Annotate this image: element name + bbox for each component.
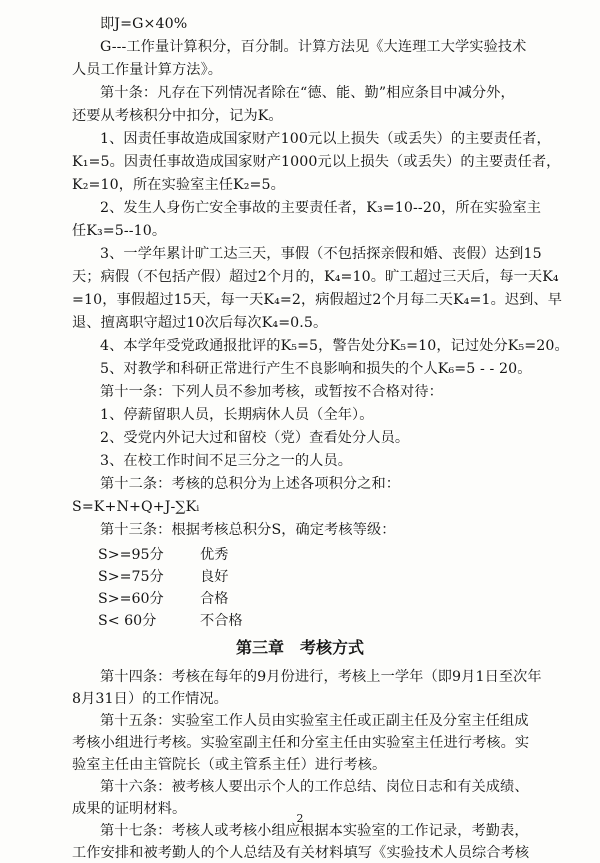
article-16-heading: 第十六条：被考核人要出示个人的工作总结、岗位日志和有关成绩、 bbox=[100, 779, 529, 795]
grade-condition: S>=95分 bbox=[98, 547, 164, 563]
article-14-line: 8月31日）的工作情况。 bbox=[72, 691, 228, 707]
article-12-heading: 第十二条：考核的总积分为上述各项积分之和： bbox=[100, 476, 401, 492]
article-11-item: 3、在校工作时间不足三分之一的人员。 bbox=[100, 453, 353, 469]
item-4-line: 4、本学年受党政通报批评的K₅=5，警告处分K₅=10，记过处分K₅=20。 bbox=[100, 338, 569, 354]
formula-j-line: 即J=G×40% bbox=[100, 16, 188, 32]
grade-condition: S>=60分 bbox=[98, 591, 164, 607]
item-3-line: 退、擅离职守超过10次后每次K₄=0.5。 bbox=[72, 315, 328, 331]
article-16-line: 成果的证明材料。 bbox=[72, 801, 187, 817]
article-14-heading: 第十四条：考核在每年的9月份进行，考核上一学年（即9月1日至次年 bbox=[100, 669, 542, 685]
article-13-heading: 第十三条：根据考核总积分S，确定考核等级： bbox=[100, 522, 396, 538]
article-11-item: 1、停薪留职人员，长期病休人员（全年）。 bbox=[100, 407, 374, 423]
article-11-heading: 第十一条：下列人员不参加考核，或暂按不合格对待： bbox=[100, 384, 443, 400]
article-15-line: 验室主任由主管院长（或主管系主任）进行考核。 bbox=[72, 757, 387, 773]
item-3-line: =10，事假超过15天，每一天K₄=2，病假超过2个月每二天K₄=1。迟到、早 bbox=[72, 292, 563, 308]
grade-condition: S< 60分 bbox=[98, 613, 157, 629]
page-number: 2 bbox=[296, 812, 304, 825]
item-1-line: K₂=10，所在实验室主任K₂=5。 bbox=[72, 177, 285, 193]
chapter-title: 第三章 考核方式 bbox=[235, 638, 364, 657]
article-10-heading: 第十条：凡存在下列情况者除在“德、能、勤”相应条目中减分外， bbox=[100, 85, 515, 101]
grade-level: 合格 bbox=[200, 591, 229, 607]
grade-level: 不合格 bbox=[200, 613, 243, 629]
article-15-heading: 第十五条：实验室工作人员由实验室主任或正副主任及分室主任组成 bbox=[100, 713, 529, 729]
article-17-heading: 第十七条：考核人或考核小组应根据本实验室的工作记录，考勤表， bbox=[100, 823, 529, 839]
total-score-formula: S=K+N+Q+J-∑Kᵢ bbox=[72, 499, 200, 515]
article-10-line: 还要从考核积分中扣分，记为K。 bbox=[72, 108, 283, 124]
item-2-line: 2、发生人身伤亡安全事故的主要责任者，K₃=10--20，所在实验室主 bbox=[100, 200, 542, 216]
grade-level: 优秀 bbox=[200, 547, 229, 563]
item-3-line: 3、一学年累计旷工达三天，事假（不包括探亲假和婚、丧假）达到15 bbox=[100, 246, 542, 262]
item-3-line: 天；病假（不包括产假）超过2个月的，K₄=10。旷工超过三天后，每一天K₄ bbox=[72, 269, 559, 285]
article-15-line: 考核小组进行考核。实验室副主任和分室主任由实验室主任进行考核。实 bbox=[72, 735, 530, 751]
item-5-line: 5、对教学和科研正常进行产生不良影响和损失的个人K₆=5 - - 20。 bbox=[100, 361, 532, 377]
item-1-line: K₁=5。因责任事故造成国家财产1000元以上损失（或丢失）的主要责任者， bbox=[72, 154, 561, 170]
grade-condition: S>=75分 bbox=[98, 569, 164, 585]
article-17-line: 工作安排和被考勤人的个人总结及有关材料填写《实验技术人员综合考核 bbox=[72, 845, 530, 861]
g-definition-line: G---工作量计算积分，百分制。计算方法见《大连理工大学实验技术 bbox=[100, 39, 527, 55]
item-2-line: 任K₃=5--10。 bbox=[72, 223, 167, 239]
grade-level: 良好 bbox=[200, 569, 229, 585]
article-11-item: 2、受党内外记大过和留校（党）查看处分人员。 bbox=[100, 430, 410, 446]
g-definition-line-cont: 人员工作量计算方法》。 bbox=[72, 62, 223, 78]
item-1-line: 1、因责任事故造成国家财产100元以上损失（或丢失）的主要责任者， bbox=[100, 131, 551, 147]
